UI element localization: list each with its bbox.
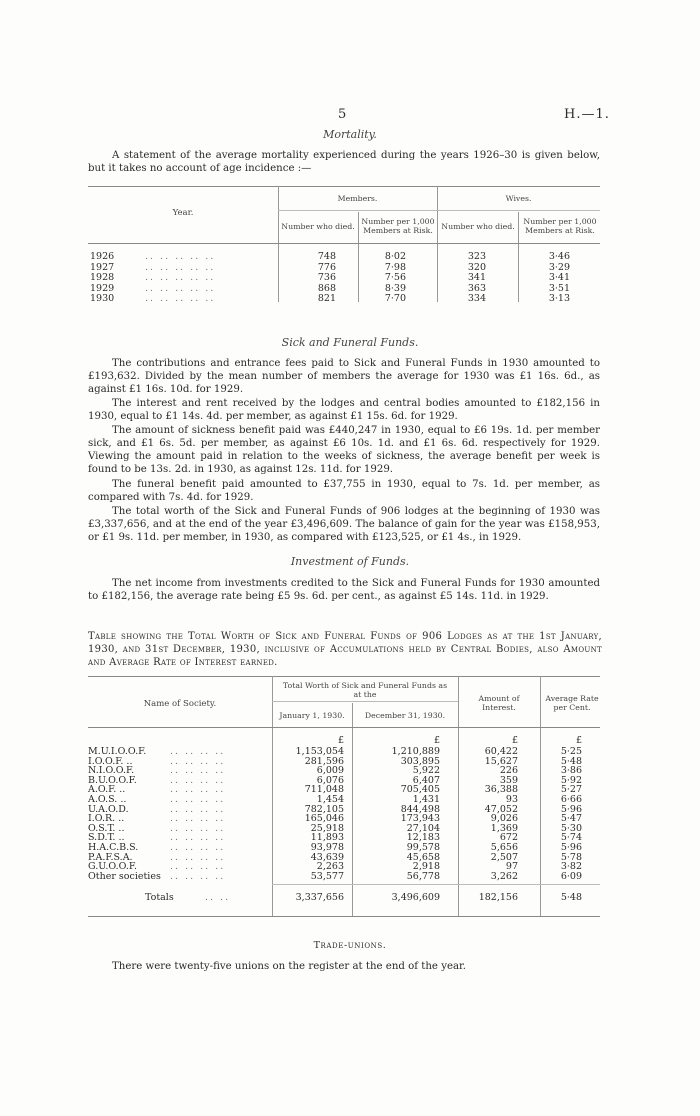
mortality-year: 1928 [90, 272, 115, 283]
dec-worth-value: 6,407 [412, 774, 440, 786]
wives-died-value: 334 [467, 293, 486, 304]
sick-funeral-para-3: The amount of sickness benefit paid was £440,247 in 1930, equal to £6 19s. 1d. per member sick, and £1 6s. 5d. per member, as against £6 10s. 1d. and £1 6s. 6d. respectively for 1929. Viewing the amount paid in relation to the weeks of sickness, the average benefit per week is found to be 13s. 2d. in 1930, as against 12s. 11d. for 1929. [88, 425, 600, 475]
leader-dots: .. .. .. .. .. [145, 293, 216, 304]
interest-value: 97 [505, 861, 518, 873]
dec-worth-value: 1,210,889 [391, 746, 440, 757]
interest-value: 47,052 [484, 803, 518, 815]
document-page: 5 H.—1. Mortality. A statement of the average mortality experienced during the years 1926–30 is given below, but it takes no account of age incidence :— Year. Members. Wives. Number who died. Number per 1,000 Members at Risk. Number who died. Number per 1,000 Members at Risk. 1926 .. .. .. .. .. 748 8·02 323 3·46 1927 .. .. .. .. .. 776 7·98 320 3·29 1928 .. .. .. .. .. 736 7·56 341 3·41 1929 .. .. .. .. .. 868 8·39 363 3·51 1930 .. .. .. .. .. 821 7·70 334 3·13 Sick and Funeral Funds. The contributions and entrance fees paid to Sick and Funeral Funds in 1930 amounted to £193,632. Divided by the mean number of members the average for 1930 was £1 16s. 6d., as against £1 16s. 10d. for 1929. The interest and rent received by the lodges and central bodies amounted to £182,156 in 1930, equal to £1 14s. 4d. per member, as against £1 15s. 6d. for 1929. The amount of sickness benefit paid was £440,247 in 1930, equal to £6 19s. 1d. per member sick, and £1 6s. 5d. per member, as against £6 10s. 1d. and £1 6s. 6d. respectively for 1929. Viewing the amount paid in relation to the weeks of sickness, the average benefit per week is found to be 13s. 2d. in 1930, as against 12s. 11d. for 1929. The funeral benefit paid amounted to £37,755 in 1930, equal to 7s. 1d. per member, as compared with 7s. 4d. for 1929. The total worth of the Sick and Funeral Funds of 906 lodges at the beginning of 1930 was £3,337,656, and at the end of the year £3,496,609. The balance of gain for the year was £158,953, or £1 9s. 11d. per member, in 1930, as compared with £123,525, or £1 4s., in 1929. Investment of Funds. The net income from investments credited to the Sick and Funeral Funds for 1930 amounted to £182,156, the average rate being £5 9s. 6d. per cent., as against £5 14s. 11d. in 1929. Table showing the Total Worth of Sick and Funeral Funds of 906 Lodges as at the 1st January, 1930, and 31st December, 1930, inclusive of Accumulations held by Central Bodies, also Amount and Average Rate of Interest earned. Name of Society. Total Worth of Sick and Funeral Funds as at the January 1, 1930. December 31, 1930. Amount of Interest. Average Rate per Cent. £ £ £ £ M.U.I.O.O.F. .. .. .. .. 1,153,054 1,210,889 60,422 5·25 I.O.O.F. .. .. .. .. .. 281,596 303,895 15,627 5·48 N.I.O.O.F. .. .. .. .. 6,009 5,922 226 3·86 B.U.O.O.F. .. .. .. .. 6,076 6,407 359 5·92 A.O.F. .. .. .. .. .. 711,048 705,405 36,388 5·27 A.O.S. .. .. .. .. .. 1,454 1,431 93 6·66 U.A.O.D. .. .. .. .. 782,105 844,498 47,052 5·96 I.O.R. .. .. .. .. .. 165,046 173,943 9,026 5·47 O.S.T. .. .. .. .. .. 25,918 27,104 1,369 5·30 S.D.T. .. .. .. .. .. 11,893 12,183 672 5·74 H.A.C.B.S. .. .. .. .. 93,978 99,578 5,656 5·96 P.A.F.S.A. .. .. .. .. 43,639 45,658 2,507 5·78 G.U.O.O.F. .. .. .. .. 2,263 2,918 97 3·82 Other societies .. .. .. .. 53,577 56,778 3,262 6·09 Totals .. .. 3,337,656 3,496,609 182,156 5·48 Trade-unions. There were twenty-five unions on the register at the end of the year. [0, 0, 700, 1116]
rate-value: 6·09 [560, 870, 582, 882]
interest-value: 36,388 [484, 784, 518, 796]
dec-worth-value: 99,578 [406, 842, 440, 853]
rate-value: 3·82 [560, 861, 582, 873]
interest-value: 2,507 [490, 851, 518, 863]
dec-worth-value: 1,431 [412, 794, 440, 805]
mortality-intro: A statement of the average mortality experienced during the years 1926–30 is given below, but it takes no account of age incidence :— [88, 150, 600, 174]
investment-heading: Investment of Funds. [290, 555, 410, 568]
leader-dots: .. .. .. .. [170, 803, 226, 815]
dec-worth-value: 844,498 [400, 803, 440, 815]
leader-dots: .. .. .. .. [170, 870, 226, 882]
members-rate-value: 7·56 [384, 272, 406, 283]
jan-worth-value: 1,454 [316, 794, 344, 805]
document-reference: H.—1. [564, 107, 610, 122]
worth-rate-header: Average Rate per Cent. [545, 694, 599, 712]
society-name: A.O.S. .. [88, 794, 127, 805]
jan-worth-value: 93,978 [310, 842, 344, 853]
totals-dec: 3,496,609 [391, 892, 440, 903]
totals-label: Totals [145, 892, 174, 903]
totals-jan: 3,337,656 [295, 892, 344, 903]
dec-worth-value: 5,922 [412, 765, 440, 777]
members-died-value: 776 [317, 261, 336, 273]
leader-dots: .. .. .. .. [170, 822, 226, 834]
jan-worth-value: 1,153,054 [295, 746, 344, 757]
leader-dots: .. .. .. .. .. [145, 272, 216, 283]
rate-value: 5·47 [560, 813, 582, 825]
sick-funeral-para-5: The total worth of the Sick and Funeral Funds of 906 lodges at the beginning of 1930 was £3,337,656, and at the end of the year £3,496,609. The balance of gain for the year was £158,953, or £1 9s. 11d. per member, in 1930, as compared with £123,525, or £1 4s., in 1929. [88, 506, 600, 543]
leader-dots: .. .. .. .. [170, 861, 226, 873]
jan-worth-value: 53,577 [310, 870, 344, 882]
society-name: Other societies [88, 870, 161, 882]
worth-dec-header: December 31, 1930. [364, 711, 446, 720]
society-name: S.D.T. .. [88, 832, 125, 844]
society-name: G.U.O.O.F. [88, 861, 138, 873]
leader-dots: .. .. .. .. [170, 784, 226, 796]
interest-value: 60,422 [484, 746, 518, 757]
members-rate-value: 7·70 [384, 293, 406, 304]
dec-worth-value: 2,918 [412, 861, 440, 873]
leader-dots: .. .. .. .. .. [145, 282, 216, 294]
sick-funeral-para-1: The contributions and entrance fees paid to Sick and Funeral Funds in 1930 amounted to £193,632. Divided by the mean number of members the average for 1930 was £1 16s. 6d., as against £1 16s. 10d. for 1929. [88, 358, 600, 395]
jan-worth-value: 2,263 [316, 861, 344, 873]
rate-value: 5·30 [560, 822, 582, 834]
mortality-members-header: Members. [337, 194, 378, 203]
leader-dots: .. .. .. .. [170, 755, 226, 767]
rate-value: 5·96 [560, 842, 582, 853]
rate-value: 6·66 [560, 794, 582, 805]
interest-value: 9,026 [490, 813, 518, 825]
sick-funeral-heading: Sick and Funeral Funds. [281, 336, 419, 349]
interest-currency-symbol: £ [511, 735, 518, 746]
society-name: P.A.F.S.A. [88, 851, 133, 863]
members-died-value: 821 [317, 293, 336, 304]
worth-interest-header: Amount of Interest. [478, 694, 520, 712]
mortality-year: 1929 [90, 282, 115, 294]
leader-dots: .. .. .. .. [170, 794, 226, 805]
jan-currency-symbol: £ [337, 735, 344, 746]
wives-died-value: 320 [467, 261, 486, 273]
leader-dots: .. .. .. .. .. [145, 261, 216, 273]
wives-rate-header: Number per 1,000 Members at Risk. [523, 217, 597, 235]
society-name: U.A.O.D. [88, 803, 129, 815]
mortality-wives-header: Wives. [505, 194, 532, 203]
dec-worth-value: 705,405 [400, 784, 440, 796]
page-number: 5 [338, 107, 347, 122]
dec-worth-value: 12,183 [406, 832, 440, 844]
interest-value: 93 [505, 794, 518, 805]
totals-rate: 5·48 [560, 892, 582, 903]
mortality-year: 1927 [90, 261, 115, 273]
worth-table-caption: Table showing the Total Worth of Sick and Funeral Funds of 906 Lodges as at the 1st January, 1930, and 31st December, 1930, inclusive of Accumulations held by Central Bodies, also Amount and Average Rate of Interest earned. [88, 631, 602, 668]
interest-value: 1,369 [490, 822, 518, 834]
rate-value: 5·92 [560, 774, 582, 786]
leader-dots: .. .. .. .. [170, 746, 226, 757]
dec-currency-symbol: £ [433, 735, 440, 746]
leader-dots: .. .. .. .. .. [145, 251, 216, 262]
jan-worth-value: 782,105 [304, 803, 344, 815]
society-name: A.O.F. .. [88, 784, 126, 796]
interest-value: 359 [499, 774, 518, 786]
jan-worth-value: 165,046 [304, 813, 344, 825]
rate-value: 5·48 [560, 755, 582, 767]
rate-value: 5·74 [560, 832, 582, 844]
mortality-year: 1930 [90, 293, 115, 304]
rate-value: 5·25 [560, 746, 582, 757]
society-name: M.U.I.O.O.F. [88, 746, 147, 757]
leader-dots: .. .. .. .. [170, 851, 226, 863]
dec-worth-value: 27,104 [406, 822, 440, 834]
members-rate-header: Number per 1,000 Members at Risk. [361, 217, 435, 235]
wives-rate-value: 3·13 [548, 293, 570, 304]
trade-unions-heading: Trade-unions. [313, 940, 387, 951]
members-died-value: 868 [317, 282, 336, 294]
jan-worth-value: 711,048 [304, 784, 344, 796]
worth-name-header: Name of Society. [143, 699, 217, 709]
mortality-year: 1926 [90, 251, 115, 262]
wives-rate-value: 3·46 [548, 251, 570, 262]
jan-worth-value: 6,009 [316, 765, 344, 777]
jan-worth-value: 25,918 [310, 822, 344, 834]
members-died-value: 736 [317, 272, 336, 283]
wives-died-value: 323 [467, 251, 486, 262]
rate-value: 5·78 [560, 851, 582, 863]
worth-jan-header: January 1, 1930. [279, 711, 345, 720]
society-name: N.I.O.O.F. [88, 765, 135, 777]
rate-value: 5·27 [560, 784, 582, 796]
jan-worth-value: 43,639 [310, 851, 344, 863]
sick-funeral-para-4: The funeral benefit paid amounted to £37,755 in 1930, equal to 7s. 1d. per member, as compared with 7s. 4d. for 1929. [88, 479, 600, 503]
leader-dots: .. .. .. .. [170, 842, 226, 853]
wives-rate-value: 3·41 [548, 272, 570, 283]
members-rate-value: 8·02 [384, 251, 406, 262]
rate-value: 3·86 [560, 765, 582, 777]
wives-died-value: 341 [467, 272, 486, 283]
dec-worth-value: 56,778 [406, 870, 440, 882]
interest-value: 3,262 [490, 870, 518, 882]
dec-worth-value: 45,658 [406, 851, 440, 863]
jan-worth-value: 281,596 [304, 755, 344, 767]
rate-currency-symbol: £ [575, 735, 582, 746]
interest-value: 672 [499, 832, 518, 844]
mortality-year-header: Year. [172, 208, 194, 218]
members-died-value: 748 [317, 251, 336, 262]
mortality-heading: Mortality. [323, 128, 377, 141]
wives-rate-value: 3·29 [548, 261, 570, 273]
society-name: I.O.O.F. .. [88, 755, 133, 767]
wives-rate-value: 3·51 [548, 282, 570, 294]
society-name: O.S.T. .. [88, 822, 125, 834]
leader-dots: .. .. .. .. [170, 813, 226, 825]
society-name: H.A.C.B.S. [88, 842, 139, 853]
investment-paragraph: The net income from investments credited to the Sick and Funeral Funds for 1930 amounted to £182,156, the average rate being £5 9s. 6d. per cent., as against £5 14s. 11d. in 1929. [88, 578, 600, 602]
society-name: I.O.R. .. [88, 813, 125, 825]
jan-worth-value: 11,893 [310, 832, 344, 844]
members-rate-value: 8·39 [384, 282, 406, 294]
trade-unions-paragraph: There were twenty-five unions on the register at the end of the year. [112, 961, 467, 972]
interest-value: 15,627 [484, 755, 518, 767]
dec-worth-value: 173,943 [400, 813, 440, 825]
interest-value: 226 [499, 765, 518, 777]
members-died-header: Number who died. [281, 222, 355, 231]
members-rate-value: 7·98 [384, 261, 406, 273]
sick-funeral-para-2: The interest and rent received by the lodges and central bodies amounted to £182,156 in 1930, equal to £1 14s. 4d. per member, as against £1 15s. 6d. for 1929. [88, 398, 600, 422]
leader-dots: .. .. .. .. [170, 832, 226, 844]
leader-dots: .. .. .. .. [170, 774, 226, 786]
totals-interest: 182,156 [478, 892, 518, 903]
rate-value: 5·96 [560, 803, 582, 815]
society-name: B.U.O.O.F. [88, 774, 137, 786]
interest-value: 5,656 [490, 842, 518, 853]
wives-died-header: Number who died. [441, 222, 515, 231]
wives-died-value: 363 [467, 282, 486, 294]
dec-worth-value: 303,895 [400, 755, 440, 767]
worth-total-header: Total Worth of Sick and Funeral Funds as at the [282, 681, 448, 699]
jan-worth-value: 6,076 [316, 774, 344, 786]
leader-dots: .. .. .. .. [170, 765, 226, 777]
